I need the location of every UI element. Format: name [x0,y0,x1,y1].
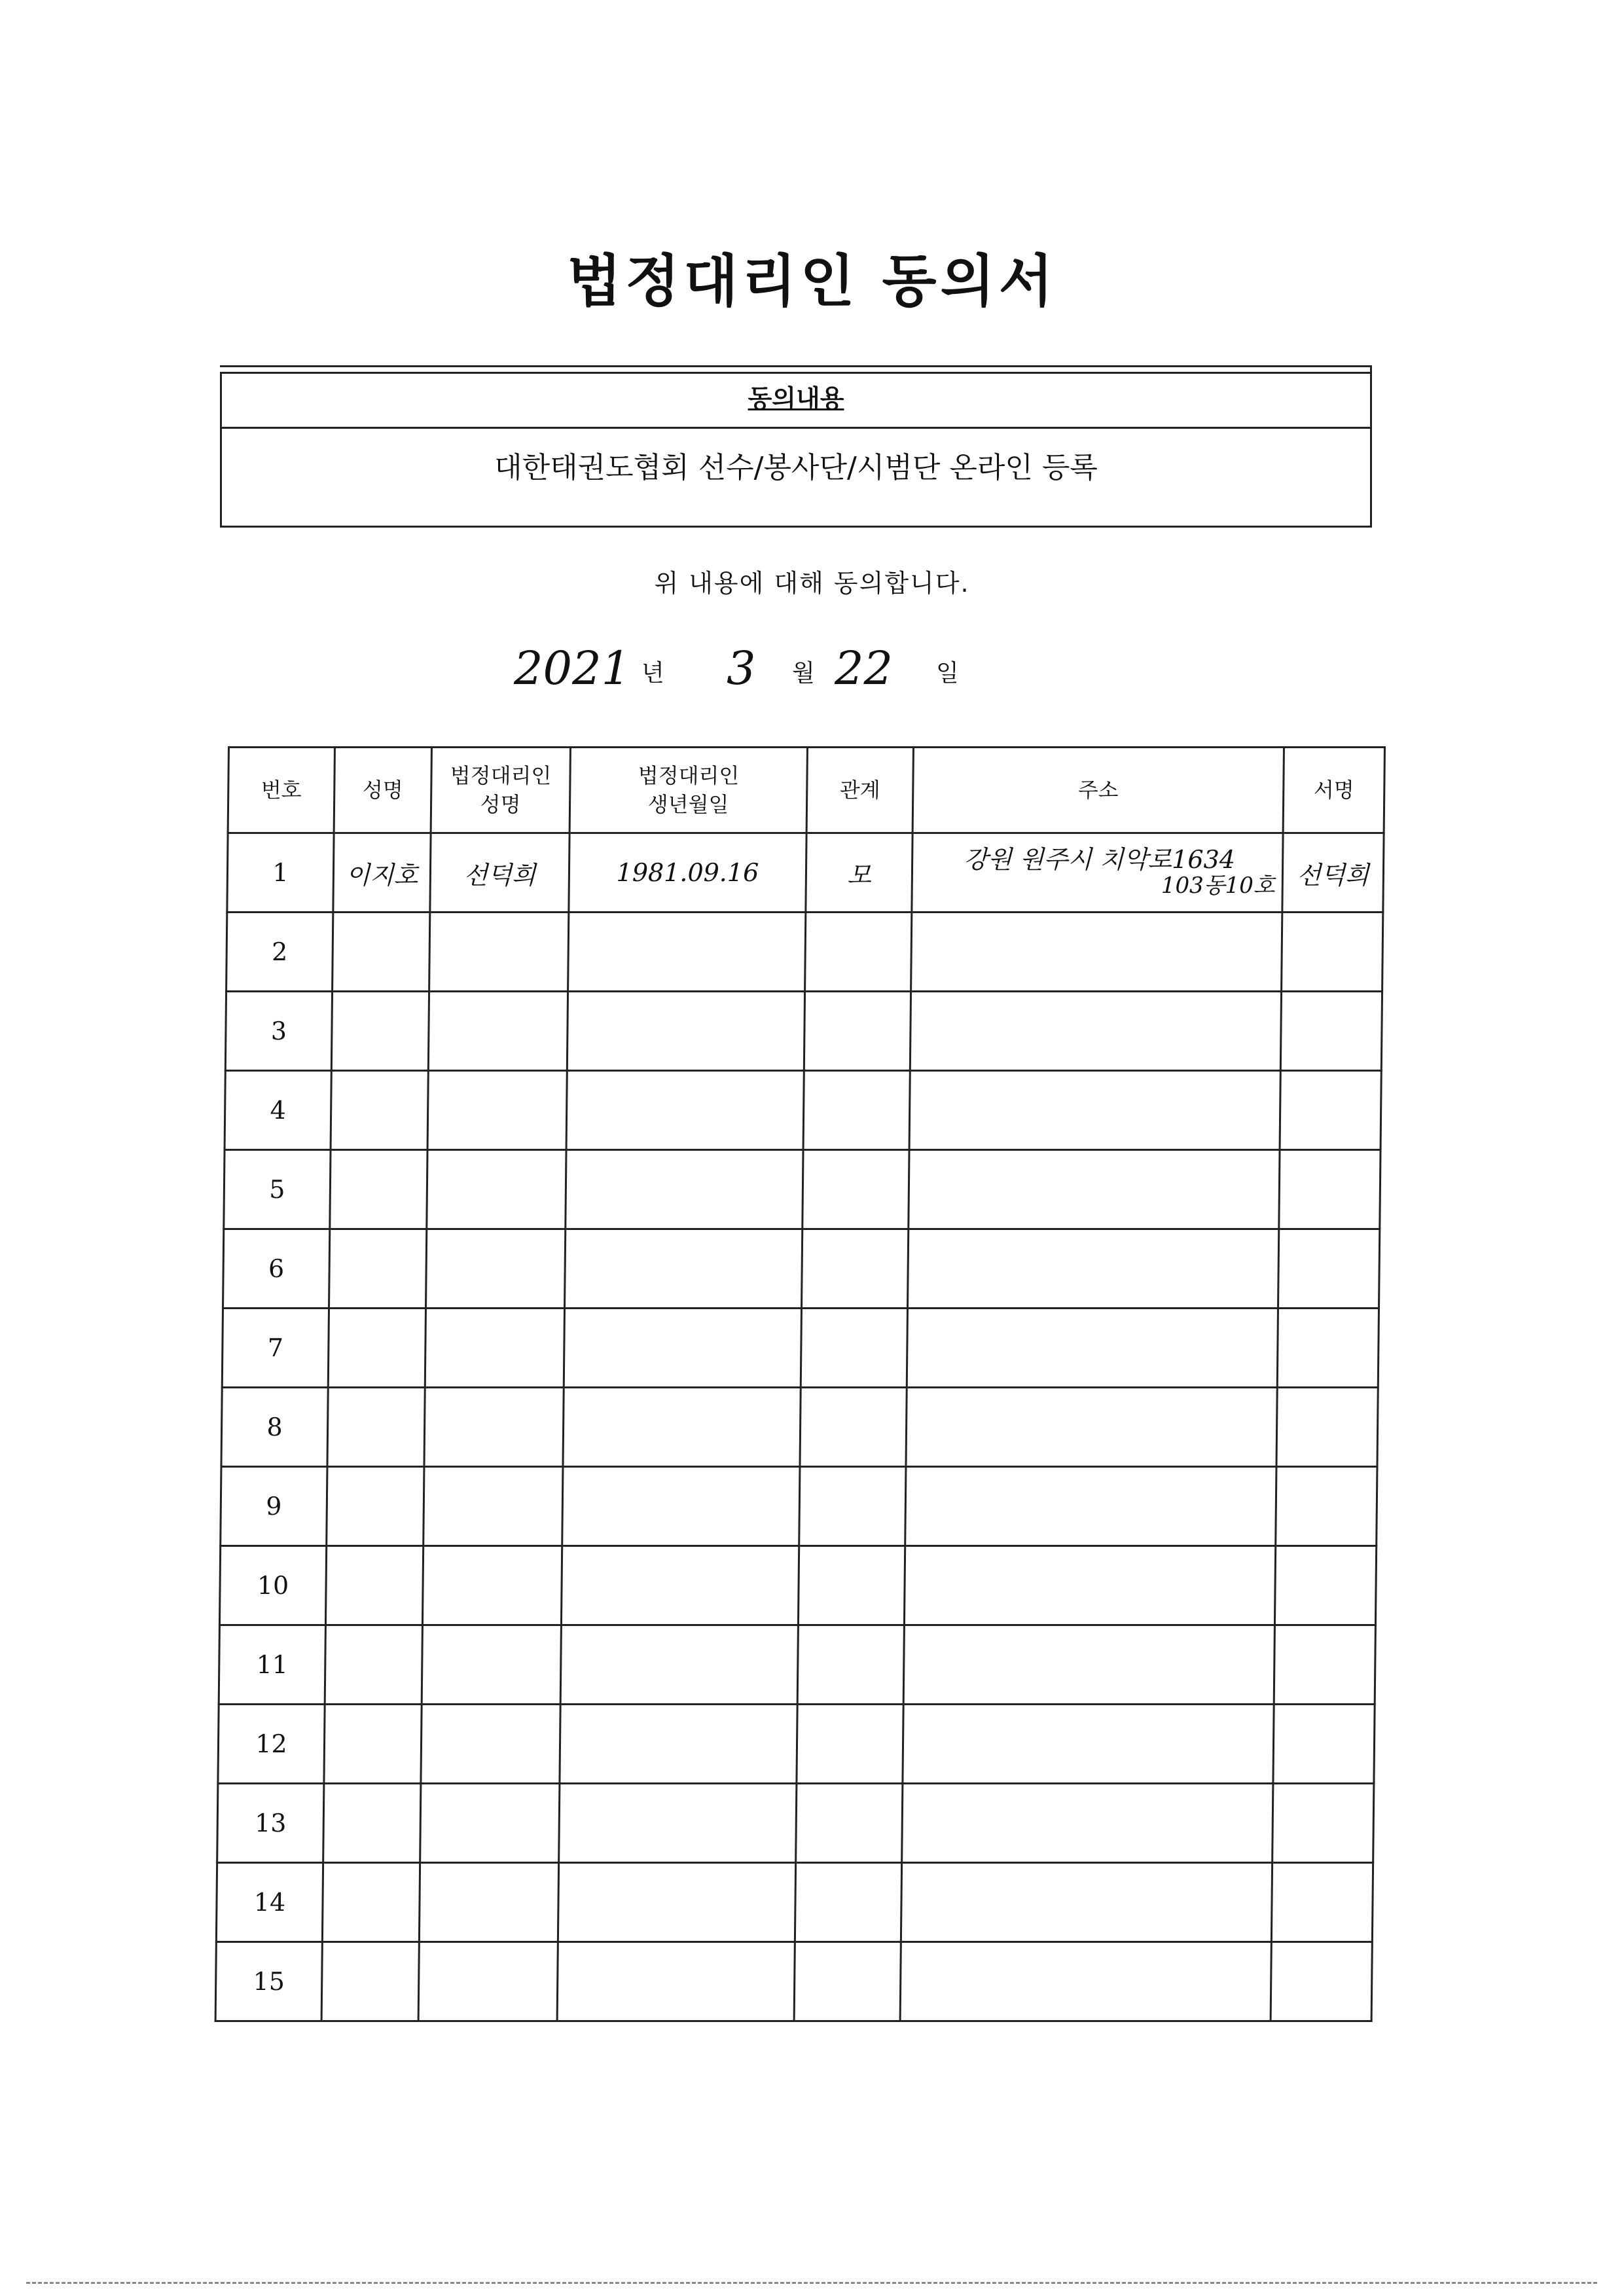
cell-address [903,1625,1274,1705]
cell-address [911,913,1282,992]
cell-relation [803,1150,909,1229]
table-row [226,913,1383,992]
cell-no: 5 [224,1150,331,1229]
table-row [225,992,1382,1071]
cell-rep-name [424,1467,563,1546]
consent-body: 대한태권도협회 선수/봉사단/시범단 온라인 등록 [494,451,1098,484]
cell-name [331,1071,428,1150]
cell-relation [796,1784,903,1863]
cell-signature [1278,1229,1380,1309]
cell-rep-birth [560,1705,797,1784]
cell-address [902,1784,1273,1863]
table-row [225,1071,1381,1150]
header-relation: 관계 [806,748,913,833]
cell-name [325,1546,423,1625]
cell-rep-birth: 1981.09.16 [569,833,806,913]
cell-signature [1272,1784,1374,1863]
cell-signature [1280,1071,1381,1150]
cell-no: 10 [219,1546,326,1625]
cell-rep-birth [568,913,806,992]
cell-relation [794,1942,901,2021]
cell-name [321,1942,419,2021]
table-row [218,1705,1375,1784]
cell-rep-birth [559,1784,797,1863]
cell-relation [801,1309,907,1388]
cell-rep-name [421,1705,560,1784]
cell-relation [797,1625,904,1705]
header-rep-birth-line1: 법정대리인 [638,763,740,788]
cell-no: 11 [219,1625,325,1705]
cell-address-line2: 103동10호 [1161,873,1275,899]
cell-rep-name [428,992,568,1071]
cell-signature [1271,1863,1373,1942]
cell-no: 3 [225,992,332,1071]
cell-address [901,1863,1272,1942]
cell-address [909,1150,1280,1229]
cell-name [328,1309,425,1388]
cell-address [907,1309,1278,1388]
cell-name [323,1784,421,1863]
date-day-unit: 일 [936,660,959,687]
cell-signature [1274,1625,1375,1705]
cell-rep-name [422,1625,561,1705]
cell-relation [795,1863,901,1942]
scan-edge-dashes [26,2282,1597,2284]
table-row [221,1388,1378,1467]
date-day: 22 [835,642,893,695]
cell-rep-name [424,1388,564,1467]
signature-table [215,746,1386,2022]
header-rep-name [431,748,570,833]
cell-signature [1274,1546,1376,1625]
cell-name [330,1150,427,1229]
cell-no: 6 [223,1229,330,1309]
cell-address [909,1071,1280,1150]
cell-address [903,1705,1274,1784]
cell-signature [1273,1705,1375,1784]
cell-signature [1277,1309,1379,1388]
cell-relation [797,1705,903,1784]
cell-no: 2 [226,913,333,992]
header-signature: 서명 [1283,748,1384,833]
cell-rep-name [425,1309,564,1388]
cell-relation [803,1071,910,1150]
cell-relation [805,913,912,992]
cell-name [325,1625,422,1705]
table-row [227,833,1384,913]
cell-no: 15 [215,1942,322,2021]
date-year: 2021 [514,642,631,695]
cell-signature [1276,1467,1377,1546]
cell-relation: 모 [806,833,912,913]
cell-rep-name [418,1942,558,2021]
table-row [217,1784,1374,1863]
cell-rep-birth [567,992,804,1071]
date-year-unit: 년 [641,660,664,687]
cell-rep-name [420,1784,560,1863]
cell-rep-birth [561,1546,799,1625]
cell-relation [800,1388,907,1467]
table-header-row [228,748,1384,833]
cell-rep-birth [566,1150,803,1229]
cell-rep-birth [562,1467,800,1546]
cell-relation [804,992,911,1071]
cell-relation [798,1546,905,1625]
cell-rep-name [426,1229,566,1309]
cell-no: 8 [221,1388,328,1467]
cell-no: 14 [216,1863,323,1942]
cell-name [333,913,430,992]
cell-signature [1280,992,1382,1071]
header-rep-birth-line2: 생년월일 [647,792,729,817]
cell-address [906,1388,1277,1467]
cell-no: 12 [218,1705,325,1784]
cell-name [329,1229,427,1309]
cell-relation [799,1467,906,1546]
header-address: 주소 [912,748,1284,833]
cell-name: 이지호 [333,833,431,913]
table-row [216,1863,1373,1942]
table-body [215,833,1384,2021]
cell-address [905,1467,1276,1546]
table-row [215,1942,1372,2021]
cell-name [324,1705,422,1784]
date-month: 3 [727,642,756,695]
cell-name [327,1467,424,1546]
header-rep-name-line2: 성명 [480,792,521,817]
cell-rep-birth [557,1942,795,2021]
consent-divider [220,427,1372,429]
cell-name [322,1863,420,1942]
cell-rep-name [427,1071,567,1150]
cell-name [331,992,429,1071]
cell-address [908,1229,1279,1309]
cell-rep-birth [558,1863,795,1942]
header-no: 번호 [228,748,334,833]
cell-signature: 선덕희 [1282,833,1384,913]
table-row [219,1625,1375,1705]
header-rep-birth [569,748,807,833]
cell-address [912,833,1283,913]
table-row [219,1546,1376,1625]
table-row [224,1150,1380,1229]
cell-no: 13 [217,1784,324,1863]
cell-signature [1271,1942,1372,2021]
cell-address [900,1942,1271,2021]
cell-signature [1276,1388,1378,1467]
cell-rep-birth [565,1229,803,1309]
cell-signature [1279,1150,1380,1229]
table-row [221,1467,1377,1546]
table-row [223,1229,1380,1309]
cell-no: 7 [222,1309,329,1388]
cell-rep-birth [563,1388,801,1467]
table-row [222,1309,1379,1388]
cell-rep-name [422,1546,562,1625]
cell-relation [802,1229,909,1309]
cell-address [904,1546,1275,1625]
header-rep-name-line1: 법정대리인 [450,763,552,788]
cell-address [910,992,1281,1071]
cell-rep-name [427,1150,566,1229]
consent-header: 동의내용 [748,384,844,413]
cell-name [327,1388,425,1467]
cell-no: 1 [227,833,334,913]
cell-rep-birth [560,1625,798,1705]
cell-rep-birth [566,1071,804,1150]
cell-rep-name [419,1863,558,1942]
cell-rep-name: 선덕희 [430,833,569,913]
cell-no: 4 [225,1071,331,1150]
document-title: 법정대리인 동의서 [567,249,1057,314]
cell-signature [1282,913,1383,992]
cell-no: 9 [221,1467,327,1546]
date-month-unit: 월 [792,660,815,687]
cell-rep-birth [564,1309,801,1388]
cell-address-line1: 강원 원주시 치악로1634 [964,845,1236,874]
agree-sentence: 위 내용에 대해 동의합니다. [654,569,970,598]
cell-rep-name [429,913,569,992]
header-name: 성명 [334,748,431,833]
